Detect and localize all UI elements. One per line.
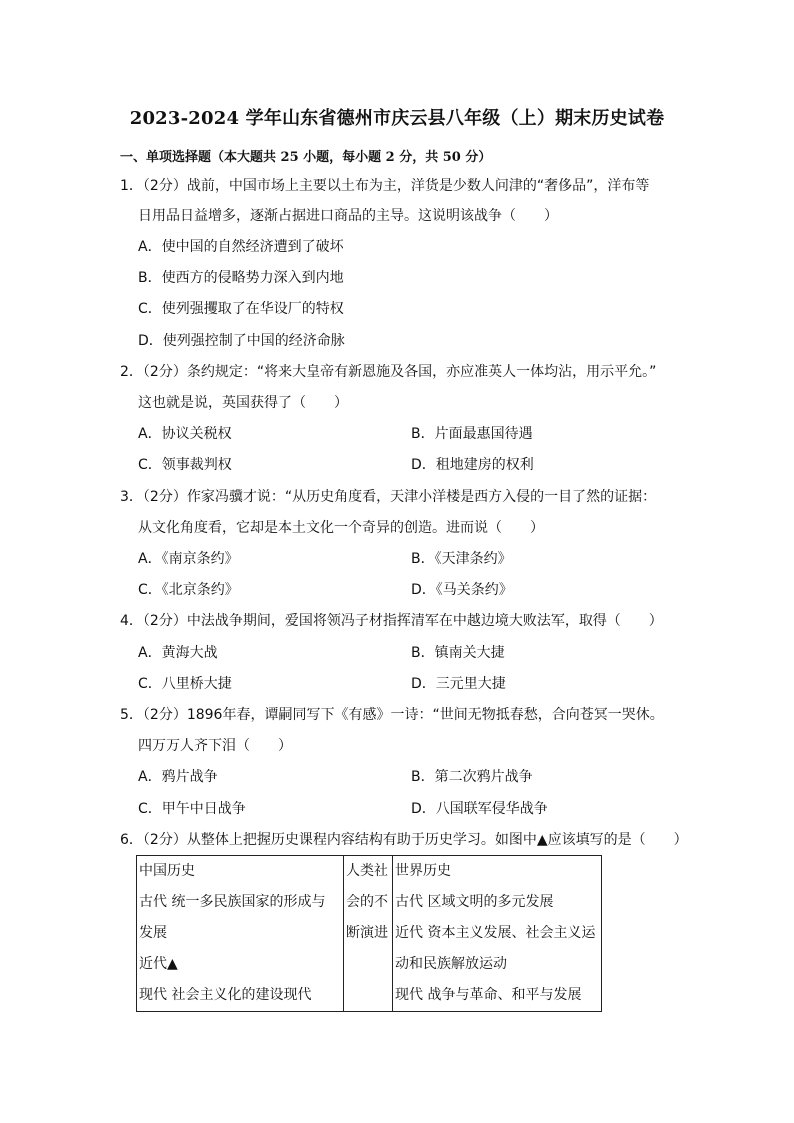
table-cell-line: 世界历史 — [395, 863, 451, 879]
table-cell-line: 会的不 — [346, 894, 388, 910]
table-cell-line: 近代▲ — [139, 956, 178, 972]
question-4-option-c: C．八里桥大捷 — [138, 676, 232, 692]
question-4-line-1: 4．（2分）中法战争期间，爱国将领冯子材指挥清军在中越边境大败法军，取得（ ） — [120, 613, 663, 629]
table-column-middle — [344, 856, 393, 1012]
question-4-option-b: B．镇南关大捷 — [411, 645, 505, 661]
question-2-option-b: B．片面最惠国待遇 — [411, 426, 533, 442]
table-column-world — [393, 856, 602, 1012]
question-4-option-a: A．黄海大战 — [138, 645, 218, 661]
question-3-option-c: C．《北京条约》 — [138, 582, 239, 598]
table-column-china — [137, 856, 344, 1012]
question-3-option-d: D．《马关条约》 — [411, 582, 513, 598]
table-cell-line: 人类社 — [346, 863, 388, 879]
question-5-option-b: B．第二次鸦片战争 — [411, 769, 533, 785]
question-3-option-b: B．《天津条约》 — [411, 551, 512, 567]
question-2-option-c: C．领事裁判权 — [138, 457, 232, 473]
question-5-line-2: 四万万人齐下泪（ ） — [138, 738, 292, 754]
question-2-option-d: D．租地建房的权利 — [411, 457, 534, 473]
question-1-option-d: D．使列强控制了中国的经济命脉 — [138, 333, 345, 349]
table-cell-line: 中国历史 — [139, 863, 195, 879]
question-5-line-1: 5．（2分）1896年春，谭嗣同写下《有感》一诗：“世间无物抵春愁，合向苍冥一哭休。 — [120, 707, 664, 723]
question-1-option-b: B．使西方的侵略势力深入到内地 — [138, 270, 344, 286]
question-5-option-c: C．甲午中日战争 — [138, 801, 246, 817]
question-2-line-1: 2．（2分）条约规定：“将来大皇帝有新恩施及各国，亦应准英人一体均沾，用示平允。” — [120, 364, 657, 380]
table-cell-line: 断演进 — [346, 925, 388, 941]
table-cell-line: 古代 统一多民族国家的形成与 — [139, 894, 326, 910]
table-cell-line: 古代 区域文明的多元发展 — [395, 894, 554, 910]
question-2-option-a: A．协议关税权 — [138, 426, 232, 442]
question-2-line-2: 这也就是说，英国获得了（ ） — [138, 395, 348, 411]
table-cell-line: 现代 社会主义化的建设现代 — [139, 987, 312, 1003]
question-1-option-c: C．使列强攫取了在华设厂的特权 — [138, 301, 344, 317]
question-6-line-1: 6．（2分）从整体上把握历史课程内容结构有助于历史学习。如图中▲应该填写的是（ ） — [120, 832, 688, 848]
question-3-option-a: A．《南京条约》 — [138, 551, 239, 567]
question-3-line-1: 3．（2分）作家冯骥才说：“从历史角度看，天津小洋楼是西方入侵的一目了然的证据： — [120, 489, 657, 505]
question-4-option-d: D．三元里大捷 — [411, 676, 506, 692]
question-5-option-a: A．鸦片战争 — [138, 769, 218, 785]
page-title: 2023-2024 学年山东省德州市庆云县八年级（上）期末历史试卷 — [129, 108, 665, 129]
table-cell-line: 发展 — [139, 925, 167, 941]
question-1-option-a: A．使中国的自然经济遭到了破坏 — [138, 239, 344, 255]
table-cell-line: 近代 资本主义发展、社会主义运 — [395, 925, 596, 941]
question-5-option-d: D．八国联军侵华战争 — [411, 801, 548, 817]
question-6-table — [136, 855, 602, 1012]
section-heading: 一、单项选择题（本大题共 25 小题，每小题 2 分，共 50 分） — [120, 150, 492, 165]
question-1-line-1: 1．（2分）战前，中国市场上主要以土布为主，洋货是少数人问津的“奢侈品”，洋布等 — [120, 178, 650, 194]
question-1-line-2: 日用品日益增多，逐渐占据进口商品的主导。这说明该战争（ ） — [138, 208, 558, 224]
table-cell-line: 动和民族解放运动 — [395, 956, 507, 972]
question-3-line-2: 从文化角度看，它却是本土文化一个奇异的创造。进而说（ ） — [138, 520, 544, 536]
table-cell-line: 现代 战争与革命、和平与发展 — [395, 987, 582, 1003]
